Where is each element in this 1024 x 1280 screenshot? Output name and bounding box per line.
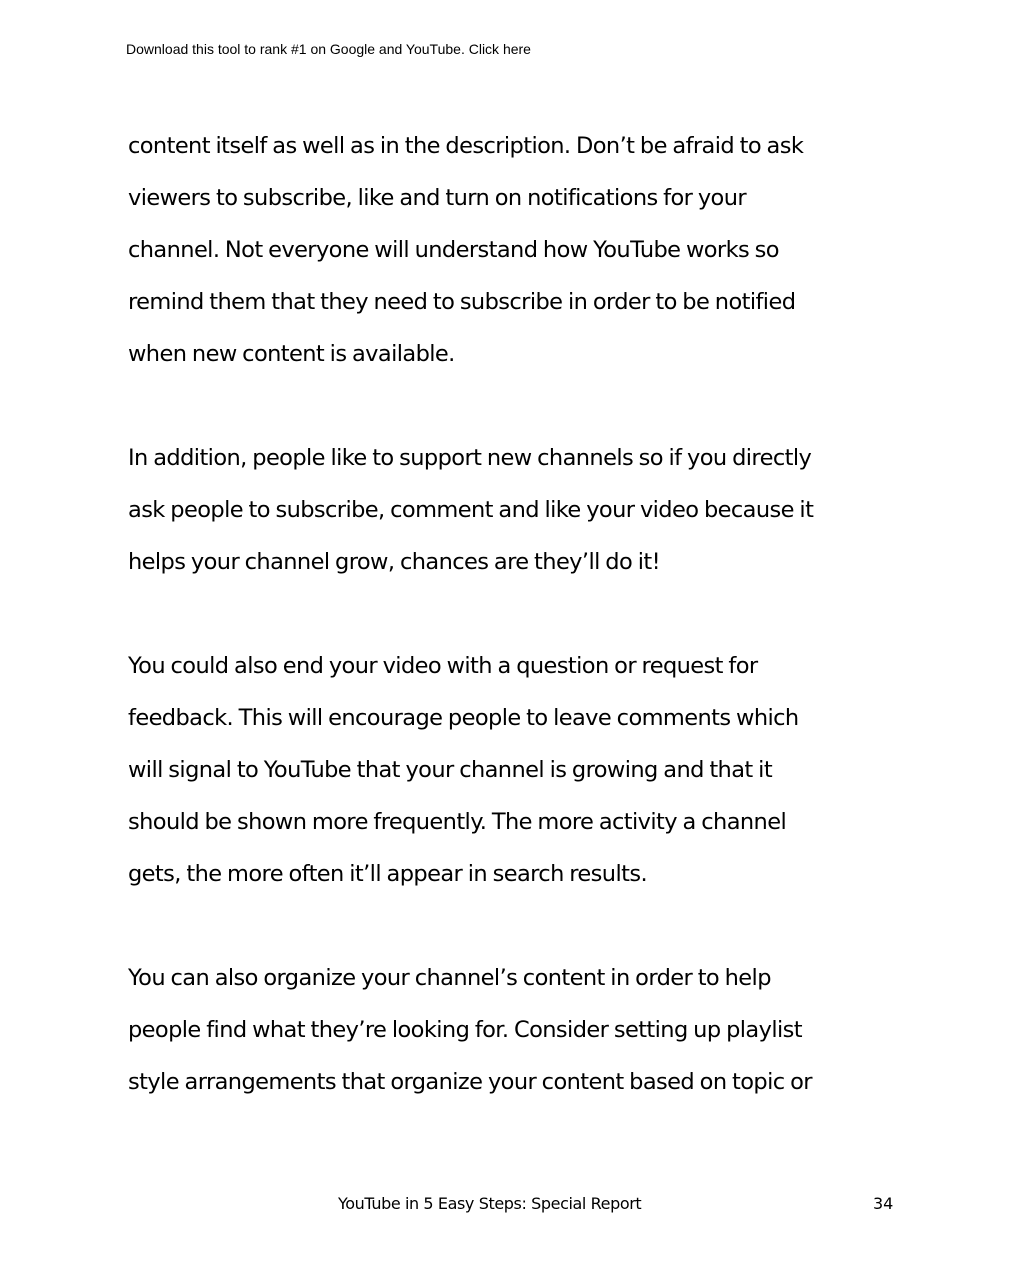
page-footer bbox=[0, 1193, 1024, 1217]
text-line: people find what they’re looking for. Consider setting up playlist bbox=[128, 1017, 802, 1043]
download-tool-link[interactable]: Download this tool to rank #1 on Google and YouTube. Click here bbox=[126, 41, 531, 57]
page-number: 34 bbox=[873, 1194, 894, 1213]
text-line: when new content is available. bbox=[128, 341, 455, 367]
paragraph bbox=[128, 120, 928, 380]
text-line: should be shown more frequently. The more activity a channel bbox=[128, 809, 787, 835]
text-line: gets, the more often it’ll appear in search results. bbox=[128, 861, 648, 887]
document-body bbox=[128, 120, 928, 1160]
paragraph bbox=[128, 952, 928, 1108]
footer-title: YouTube in 5 Easy Steps: Special Report bbox=[338, 1194, 642, 1213]
text-line: viewers to subscribe, like and turn on notifications for your bbox=[128, 185, 747, 211]
text-line: style arrangements that organize your content based on topic or bbox=[128, 1069, 812, 1095]
text-line: In addition, people like to support new channels so if you directly bbox=[128, 445, 812, 471]
text-line: will signal to YouTube that your channel is growing and that it bbox=[128, 757, 773, 783]
text-line: You can also organize your channel’s content in order to help bbox=[128, 965, 771, 991]
text-line: content itself as well as in the description. Don’t be afraid to ask bbox=[128, 133, 804, 159]
text-line: helps your channel grow, chances are they’ll do it! bbox=[128, 549, 660, 575]
text-line: remind them that they need to subscribe in order to be notified bbox=[128, 289, 796, 315]
text-line: channel. Not everyone will understand how YouTube works so bbox=[128, 237, 779, 263]
text-line: You could also end your video with a question or request for bbox=[128, 653, 758, 679]
text-line: ask people to subscribe, comment and like your video because it bbox=[128, 497, 814, 523]
text-line: feedback. This will encourage people to leave comments which bbox=[128, 705, 799, 731]
paragraph bbox=[128, 432, 928, 588]
paragraph bbox=[128, 640, 928, 900]
